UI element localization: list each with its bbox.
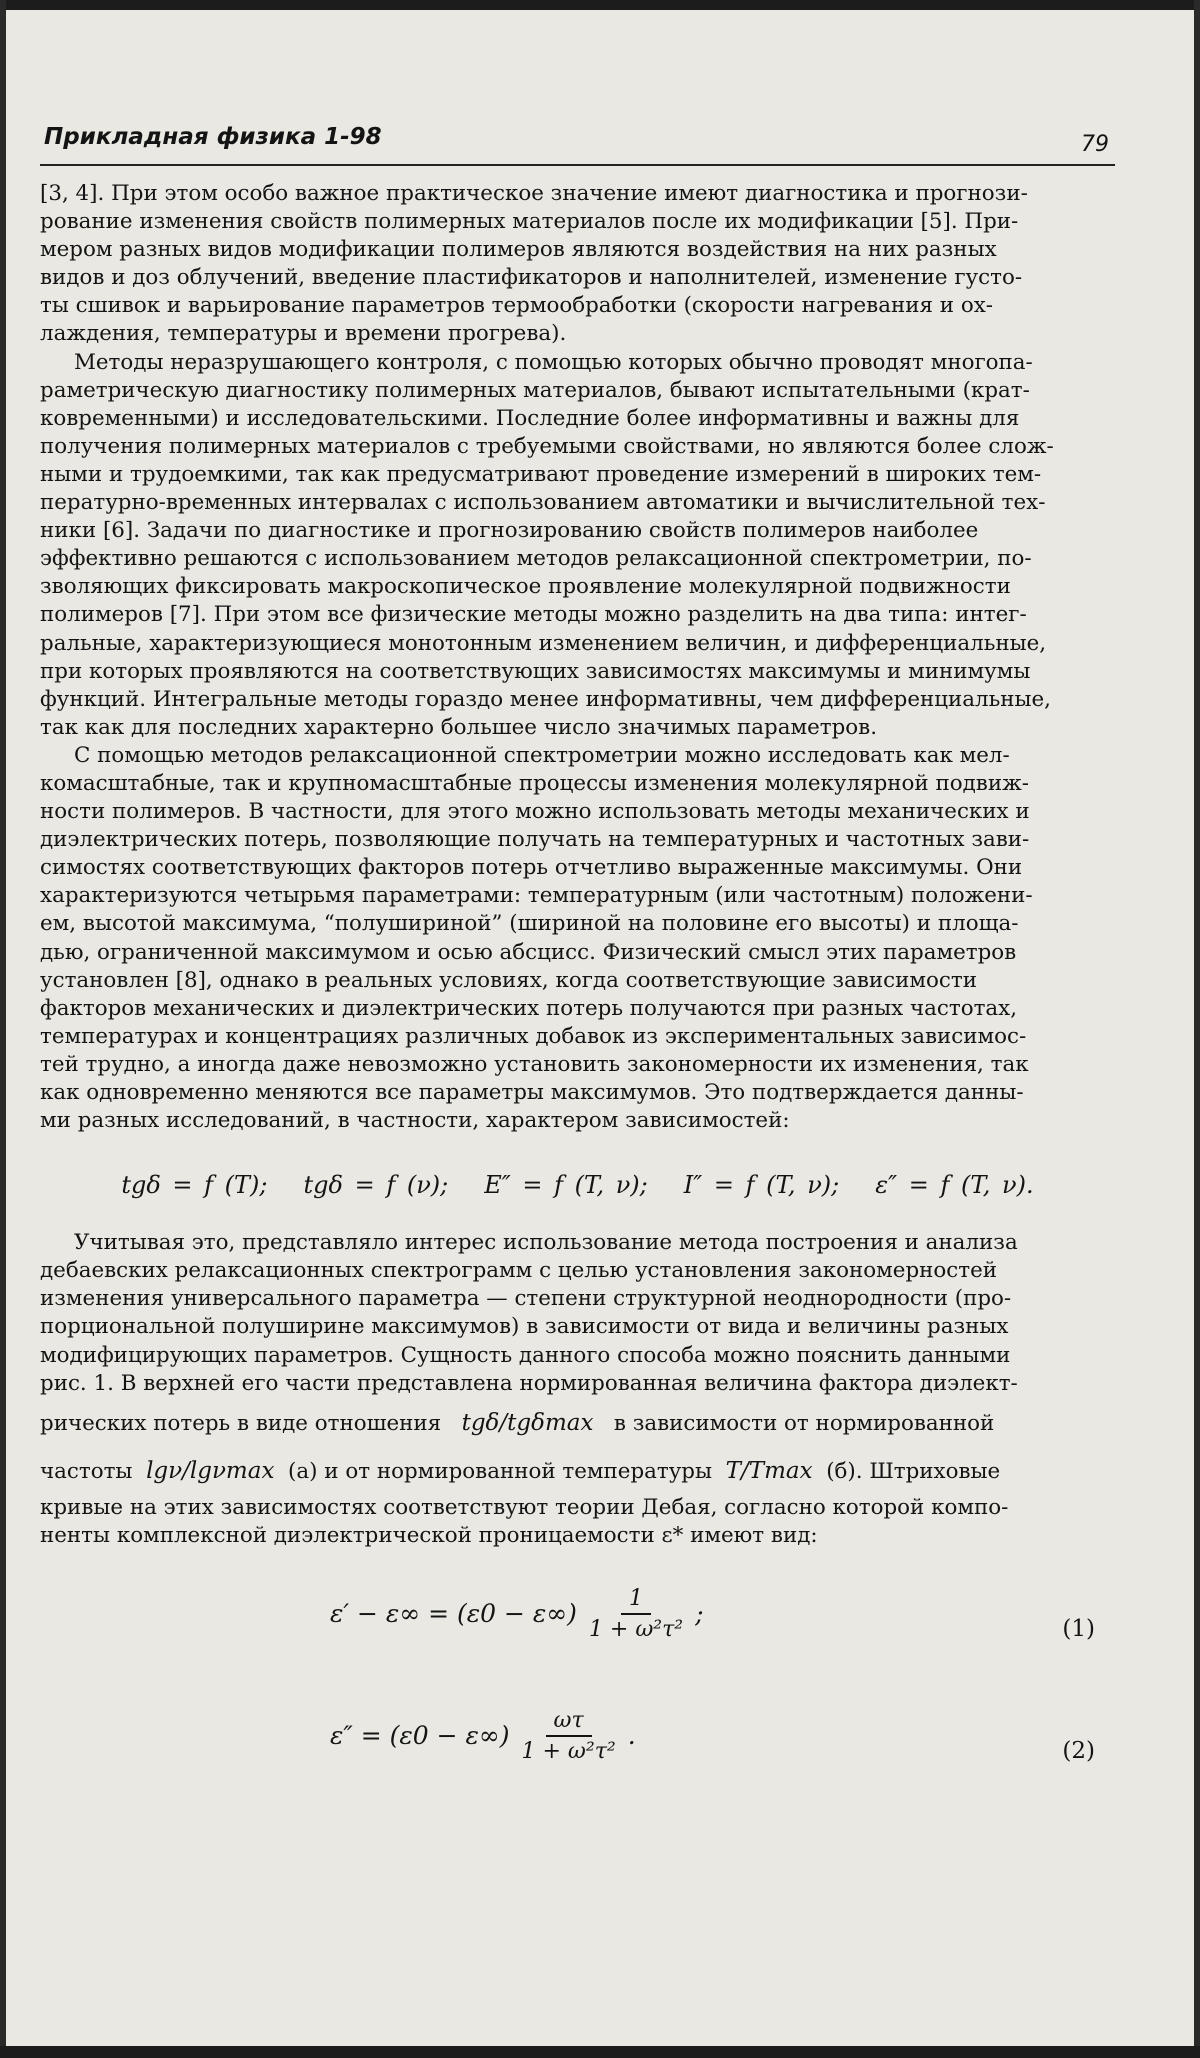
text-line: установлен [8], однако в реальных условиях, когда соответствующие зависимости (40, 967, 977, 993)
equation-lhs: ε′ − ε∞ = (ε0 − ε∞) (330, 1599, 577, 1629)
page-number: 79 (1081, 132, 1109, 157)
equation-fraction (514, 1708, 624, 1764)
text-fragment: (б). Штриховые (826, 1458, 1001, 1484)
equation-tail: ; (695, 1599, 704, 1629)
text-line: раметрическую диагностику полимерных материалов, бывают испытательными (крат- (40, 377, 1030, 403)
text-line: зволяющих фиксировать макроскопическое проявление молекулярной подвижности (40, 574, 1011, 600)
text-line: дебаевских релаксационных спектрограмм с целью установления закономерностей (40, 1258, 998, 1284)
scan-top-edge (0, 0, 1200, 10)
equation-2 (40, 1698, 1115, 1808)
fraction-numerator: ωτ (546, 1708, 592, 1737)
text-line: дью, ограниченной максимумом и осью абсцисс. Физический смысл этих параметров (40, 939, 1017, 965)
ratio-T-math: T/Tmax (725, 1457, 813, 1484)
text-line: при которых проявляются на соответствующих зависимостях максимумы и минимумы (40, 658, 1031, 684)
fraction-denominator: 1 + ω²τ² (588, 1616, 684, 1642)
text-line: ральные, характеризующиеся монотонным изменением величин, и дифференциальные, (40, 630, 1047, 656)
text-line: ми разных исследований, в частности, характером зависимостей: (40, 1108, 790, 1134)
text-line: рис. 1. В верхней его части представлена нормированная величина фактора диэлект- (40, 1370, 1018, 1396)
text-line: так как для последних характерно большее число значимых параметров. (40, 714, 878, 740)
text-line: комасштабные, так и крупномасштабные процессы изменения молекулярной подвиж- (40, 770, 1029, 796)
fraction-numerator: 1 (621, 1586, 651, 1615)
text-line: эффективно решаются с использованием методов релаксационной спектрометрии, по- (40, 546, 1032, 572)
equation-body (330, 1708, 636, 1764)
text-line: рование изменения свойств полимерных материалов после их модификации [5]. При- (40, 209, 1019, 235)
text-fragment: в зависимости от нормированной (613, 1410, 995, 1436)
equation-body (330, 1586, 704, 1642)
equation-number: (1) (1062, 1615, 1095, 1642)
text-line: видов и доз облучений, введение пластификаторов и наполнителей, изменение густо- (40, 265, 1023, 291)
text-line: Методы неразрушающего контроля, с помощью которых обычно проводят многопа- (74, 349, 1033, 375)
text-line: ненты комплексной диэлектрической проницаемости ε* имеют вид: (40, 1522, 818, 1548)
equation-number: (2) (1062, 1737, 1095, 1764)
text-line: кривые на этих зависимостях соответствуют теории Дебая, согласно которой компо- (40, 1494, 1009, 1520)
scan-left-edge (0, 0, 6, 2058)
scan-bottom-edge (0, 2046, 1200, 2058)
formula-tgd-of-nu: tgδ = f (ν); (303, 1171, 449, 1200)
equation-lhs: ε″ = (ε0 − ε∞) (330, 1721, 510, 1751)
body-text (40, 180, 1115, 1808)
text-line: модифицирующих параметров. Сущность данного способа можно пояснить данными (40, 1342, 1011, 1368)
text-line: ными и трудоемкими, так как предусматривают проведение измерений в широких тем- (40, 461, 1042, 487)
text-line: ности полимеров. В частности, для этого можно использовать методы механических и (40, 799, 1030, 825)
text-fragment: (а) и от нормированной температуры (288, 1458, 713, 1484)
text-line: С помощью методов релаксационной спектрометрии можно исследовать как мел- (74, 742, 1010, 768)
paragraph-2 (40, 349, 1115, 742)
text-line: лаждения, температуры и времени прогрева). (40, 321, 567, 347)
text-line: факторов механических и диэлектрических потерь получаются при разных частотах, (40, 995, 1018, 1021)
text-line: как одновременно меняются все параметры максимумов. Это подтверждается данны- (40, 1080, 1024, 1105)
formula-I-of-T-nu: I″ = f (T, ν); (683, 1171, 840, 1200)
document-page (40, 120, 1115, 1808)
ratio-lgnu-math: lgν/lgνmax (146, 1457, 275, 1484)
text-line: пературно-временных интервалах с использованием автоматики и вычислительной тех- (40, 490, 1046, 516)
formula-eps-of-T-nu: ε″ = f (T, ν). (875, 1171, 1034, 1200)
text-line: порциональной полуширине максимумов) в зависимости от вида и величины разных (40, 1314, 1009, 1340)
journal-title: Прикладная физика 1-98 (44, 124, 382, 150)
paragraph-1 (40, 180, 1115, 349)
paragraph-4 (40, 1229, 1115, 1550)
text-line: изменения универсального параметра — степени структурной неоднородности (про- (40, 1286, 1012, 1312)
running-header (40, 120, 1115, 166)
text-line: ники [6]. Задачи по диагностике и прогнозированию свойств полимеров наиболее (40, 518, 979, 544)
text-line-with-math (40, 1449, 1115, 1494)
text-line: получения полимерных материалов с требуемыми свойствами, но являются более слож- (40, 433, 1054, 459)
equation-fraction (581, 1586, 691, 1642)
text-line: полимеров [7]. При этом все физические методы можно разделить на два типа: интег- (40, 602, 1027, 628)
paragraph-3 (40, 742, 1115, 1135)
text-line: диэлектрических потерь, позволяющие получать на температурных и частотных зави- (40, 827, 1030, 853)
text-line: ковременными) и исследовательскими. Последние более информативны и важны для (40, 405, 1020, 431)
equation-1 (40, 1576, 1115, 1686)
text-line: функций. Интегральные методы гораздо менее информативны, чем дифференциальные, (40, 686, 1051, 712)
text-line: ты сшивок и варьирование параметров термообработки (скорости нагревания и ох- (40, 293, 993, 319)
fraction-denominator: 1 + ω²τ² (521, 1738, 616, 1764)
ratio-tgd-math: tgδ/tgδmax (461, 1409, 594, 1436)
text-line-with-math (40, 1398, 1115, 1449)
formula-tgd-of-T: tgδ = f (T); (121, 1171, 268, 1200)
text-fragment: частоты (40, 1458, 133, 1484)
text-line: характеризуются четырьмя параметрами: температурным (или частотным) положени- (40, 883, 1033, 909)
text-line: симостях соответствующих факторов потерь отчетливо выраженные максимумы. Они (40, 855, 1023, 881)
text-line: температурах и концентрациях различных добавок из экспериментальных зависимос- (40, 1023, 1027, 1049)
formula-E-of-T-nu: E″ = f (T, ν); (484, 1171, 648, 1200)
text-line: Учитывая это, представляло интерес использование метода построения и анализа (74, 1230, 1018, 1256)
text-line: мером разных видов модификации полимеров являются воздействия на них разных (40, 237, 997, 263)
scan-right-edge (1194, 0, 1200, 2058)
text-fragment: рических потерь в виде отношения (40, 1410, 442, 1436)
text-line: ем, высотой максимума, “полушириной” (шириной на половине его высоты) и площа- (40, 911, 1019, 937)
equation-tail: . (627, 1721, 636, 1751)
dependency-formulas (40, 1155, 1115, 1215)
text-line: тей трудно, а иногда даже невозможно установить закономерности их изменения, так (40, 1051, 1029, 1077)
text-line: [3, 4]. При этом особо важное практическое значение имеют диагностика и прогнози- (40, 181, 1028, 206)
